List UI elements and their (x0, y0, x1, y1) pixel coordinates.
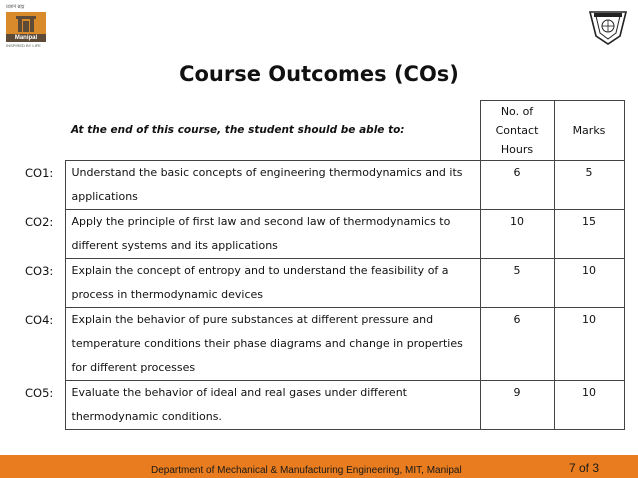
column-header-marks: Marks (554, 101, 624, 161)
footer-department: Department of Mechanical & Manufacturing Engineering, MIT, Manipal (151, 465, 462, 476)
marks: 10 (554, 308, 624, 381)
co-description: Apply the principle of first law and second law of thermodynamics to different systems and its applications (65, 210, 480, 259)
logo-brand: Manipal (6, 34, 46, 42)
marks: 15 (554, 210, 624, 259)
contact-hours: 5 (480, 259, 554, 308)
logo-subcaption: INSPIRED BY LIFE (6, 43, 41, 48)
marks: 5 (554, 161, 624, 210)
table-row (24, 210, 624, 259)
marks: 10 (554, 259, 624, 308)
co-label: CO2: (25, 214, 54, 229)
contact-hours: 6 (480, 161, 554, 210)
co-label: CO3: (25, 263, 54, 278)
co-description: Explain the behavior of pure substances at different pressure and temperature conditions their phase diagrams and change in properties for different processes (65, 308, 480, 381)
co-description: Evaluate the behavior of ideal and real gases under different thermodynamic conditions. (65, 381, 480, 430)
institute-seal-icon (586, 6, 630, 46)
contact-hours: 9 (480, 381, 554, 430)
co-description: Understand the basic concepts of engineering thermodynamics and its applications (65, 161, 480, 210)
co-label: CO1: (25, 165, 54, 180)
table-row (24, 308, 624, 381)
manipal-logo (6, 4, 52, 48)
page-title: Course Outcomes (COs) (179, 62, 459, 86)
table-intro: At the end of this course, the student should be able to: (65, 101, 480, 161)
page-number: 7 of 3 (569, 461, 600, 475)
table-header-row (24, 101, 624, 161)
column-header-hours: No. of Contact Hours (480, 101, 554, 161)
logo-motto: प्रज्ञानं ब्रह्म (6, 4, 25, 10)
table-row (24, 381, 624, 430)
co-label: CO4: (25, 312, 54, 327)
marks: 10 (554, 381, 624, 430)
course-outcomes-table (24, 100, 625, 430)
table-row (24, 259, 624, 308)
co-description: Explain the concept of entropy and to understand the feasibility of a process in thermodynamic devices (65, 259, 480, 308)
table-row (24, 161, 624, 210)
contact-hours: 10 (480, 210, 554, 259)
co-label: CO5: (25, 385, 54, 400)
contact-hours: 6 (480, 308, 554, 381)
